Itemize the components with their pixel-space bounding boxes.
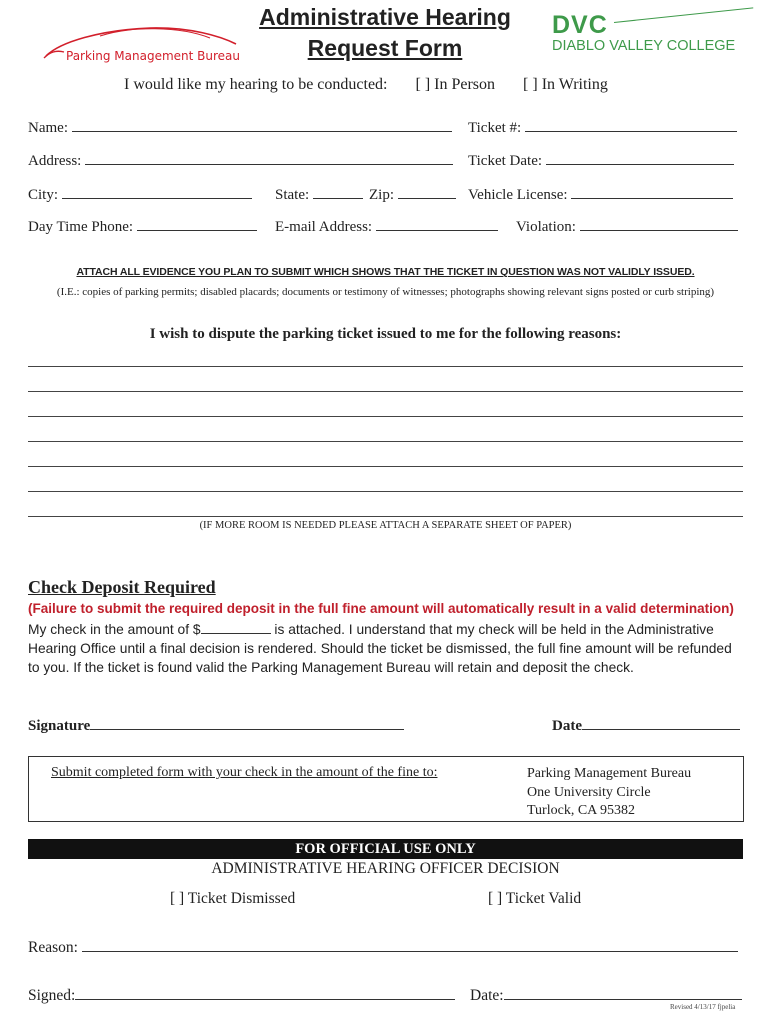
- reason-line-1[interactable]: [28, 366, 743, 367]
- date-row: [552, 716, 740, 735]
- deposit-statement-rest: is attached. I understand that my check will be held in the Administrative Hearing Office until a final decision is rendered. Should the ticket be dismissed, the full fine amount will be refunded to you. If the ticket is found valid the Parking Management Bureau will retain and deposit the check.: [28, 622, 732, 675]
- email-field[interactable]: [376, 217, 498, 231]
- official-reason-row: [28, 938, 738, 957]
- deposit-statement: [28, 620, 743, 677]
- attach-evidence-notice: ATTACH ALL EVIDENCE YOU PLAN TO SUBMIT WHICH SHOWS THAT THE TICKET IN QUESTION WAS NOT VALIDLY ISSUED.: [76, 266, 695, 278]
- address-label: Address:: [28, 153, 82, 169]
- city-label: City:: [28, 187, 59, 203]
- phone-row: [28, 217, 257, 236]
- college-abbr: DVC: [552, 11, 608, 39]
- violation-row: [516, 217, 738, 236]
- zip-field[interactable]: [398, 185, 456, 199]
- zip-row: [369, 185, 456, 204]
- state-row: [275, 185, 363, 204]
- check-deposit-title: Check Deposit Required: [28, 577, 216, 597]
- ticket-date-label: Ticket Date:: [468, 153, 543, 169]
- signature-field[interactable]: [90, 716, 404, 730]
- submit-instructions-box: [28, 756, 744, 822]
- in-writing-checkbox[interactable]: [ ] In Writing: [523, 76, 608, 93]
- violation-label: Violation:: [516, 219, 576, 235]
- official-date-label: Date:: [470, 987, 504, 1004]
- phone-field[interactable]: [137, 217, 257, 231]
- dispute-heading: I wish to dispute the parking ticket issued to me for the following reasons:: [149, 326, 622, 342]
- ticket-valid-checkbox[interactable]: [ ] Ticket Valid: [488, 890, 582, 907]
- official-signed-label: Signed:: [28, 987, 76, 1004]
- evidence-examples: (I.E.: copies of parking permits; disabled placards; documents or testimony of witnesses; photographs showing relevant signs posted or curb striping): [56, 286, 715, 298]
- more-room-note: (IF MORE ROOM IS NEEDED PLEASE ATTACH A SEPARATE SHEET OF PAPER): [199, 520, 572, 531]
- revision-note: Revised 4/13/17 fjpelia: [670, 1003, 736, 1011]
- decision-title: ADMINISTRATIVE HEARING OFFICER DECISION: [211, 860, 560, 877]
- college-name: DIABLO VALLEY COLLEGE: [552, 38, 736, 54]
- official-signed-field[interactable]: [75, 986, 455, 1000]
- deposit-statement-start: My check in the amount of $: [28, 622, 201, 637]
- ticket-number-row: [468, 118, 737, 137]
- name-row: [28, 118, 452, 137]
- address-field[interactable]: [85, 151, 453, 165]
- hearing-mode-row: [124, 76, 608, 94]
- official-use-banner: FOR OFFICIAL USE ONLY: [28, 839, 743, 859]
- ticket-number-field[interactable]: [525, 118, 737, 132]
- address-line-3: Turlock, CA 95382: [527, 803, 636, 818]
- address-line-2: One University Circle: [527, 784, 651, 800]
- mailing-address: [527, 765, 691, 821]
- official-date-field[interactable]: [504, 986, 742, 1000]
- ticket-date-row: [468, 151, 734, 170]
- title-line-2: Request Form: [307, 35, 463, 61]
- vehicle-license-label: Vehicle License:: [468, 187, 568, 203]
- vehicle-license-field[interactable]: [571, 185, 733, 199]
- date-field[interactable]: [582, 716, 740, 730]
- city-field[interactable]: [62, 185, 252, 199]
- city-row: [28, 185, 252, 204]
- state-field[interactable]: [313, 185, 363, 199]
- address-line-1: Parking Management Bureau: [527, 766, 692, 781]
- hearing-mode-prompt: I would like my hearing to be conducted:: [124, 76, 388, 93]
- email-row: [275, 217, 498, 236]
- reason-line-2[interactable]: [28, 391, 743, 392]
- signature-row: [28, 716, 404, 735]
- name-field[interactable]: [72, 118, 452, 132]
- official-reason-field[interactable]: [82, 938, 738, 952]
- ticket-number-label: Ticket #:: [468, 120, 522, 136]
- in-person-checkbox[interactable]: [ ] In Person: [415, 76, 496, 93]
- ticket-date-field[interactable]: [546, 151, 734, 165]
- official-reason-label: Reason:: [28, 939, 78, 956]
- deposit-warning: (Failure to submit the required deposit in the full fine amount will automatically result in a valid determination): [28, 601, 734, 616]
- zip-label: Zip:: [369, 187, 394, 203]
- parking-bureau-logo: [40, 22, 250, 68]
- dvc-logo: [552, 12, 752, 54]
- title-line-1: Administrative Hearing: [259, 4, 511, 30]
- phone-label: Day Time Phone:: [28, 219, 134, 235]
- ticket-dismissed-checkbox[interactable]: [ ] Ticket Dismissed: [170, 890, 296, 907]
- reason-line-4[interactable]: [28, 441, 743, 442]
- vehicle-license-row: [468, 185, 733, 204]
- check-amount-field[interactable]: [201, 621, 271, 634]
- reason-line-5[interactable]: [28, 466, 743, 467]
- submit-instruction: Submit completed form with your check in the amount of the fine to:: [51, 765, 438, 780]
- state-label: State:: [275, 187, 310, 203]
- form-title: [240, 2, 530, 64]
- org-name: Parking Management Bureau: [66, 49, 241, 63]
- signature-label: Signature: [28, 718, 91, 734]
- name-label: Name:: [28, 120, 68, 136]
- date-label: Date: [552, 718, 582, 734]
- reason-line-7[interactable]: [28, 516, 743, 517]
- official-signed-row: [28, 986, 455, 1005]
- reason-line-6[interactable]: [28, 491, 743, 492]
- email-label: E-mail Address:: [275, 219, 373, 235]
- violation-field[interactable]: [580, 217, 738, 231]
- reason-line-3[interactable]: [28, 416, 743, 417]
- address-row: [28, 151, 453, 170]
